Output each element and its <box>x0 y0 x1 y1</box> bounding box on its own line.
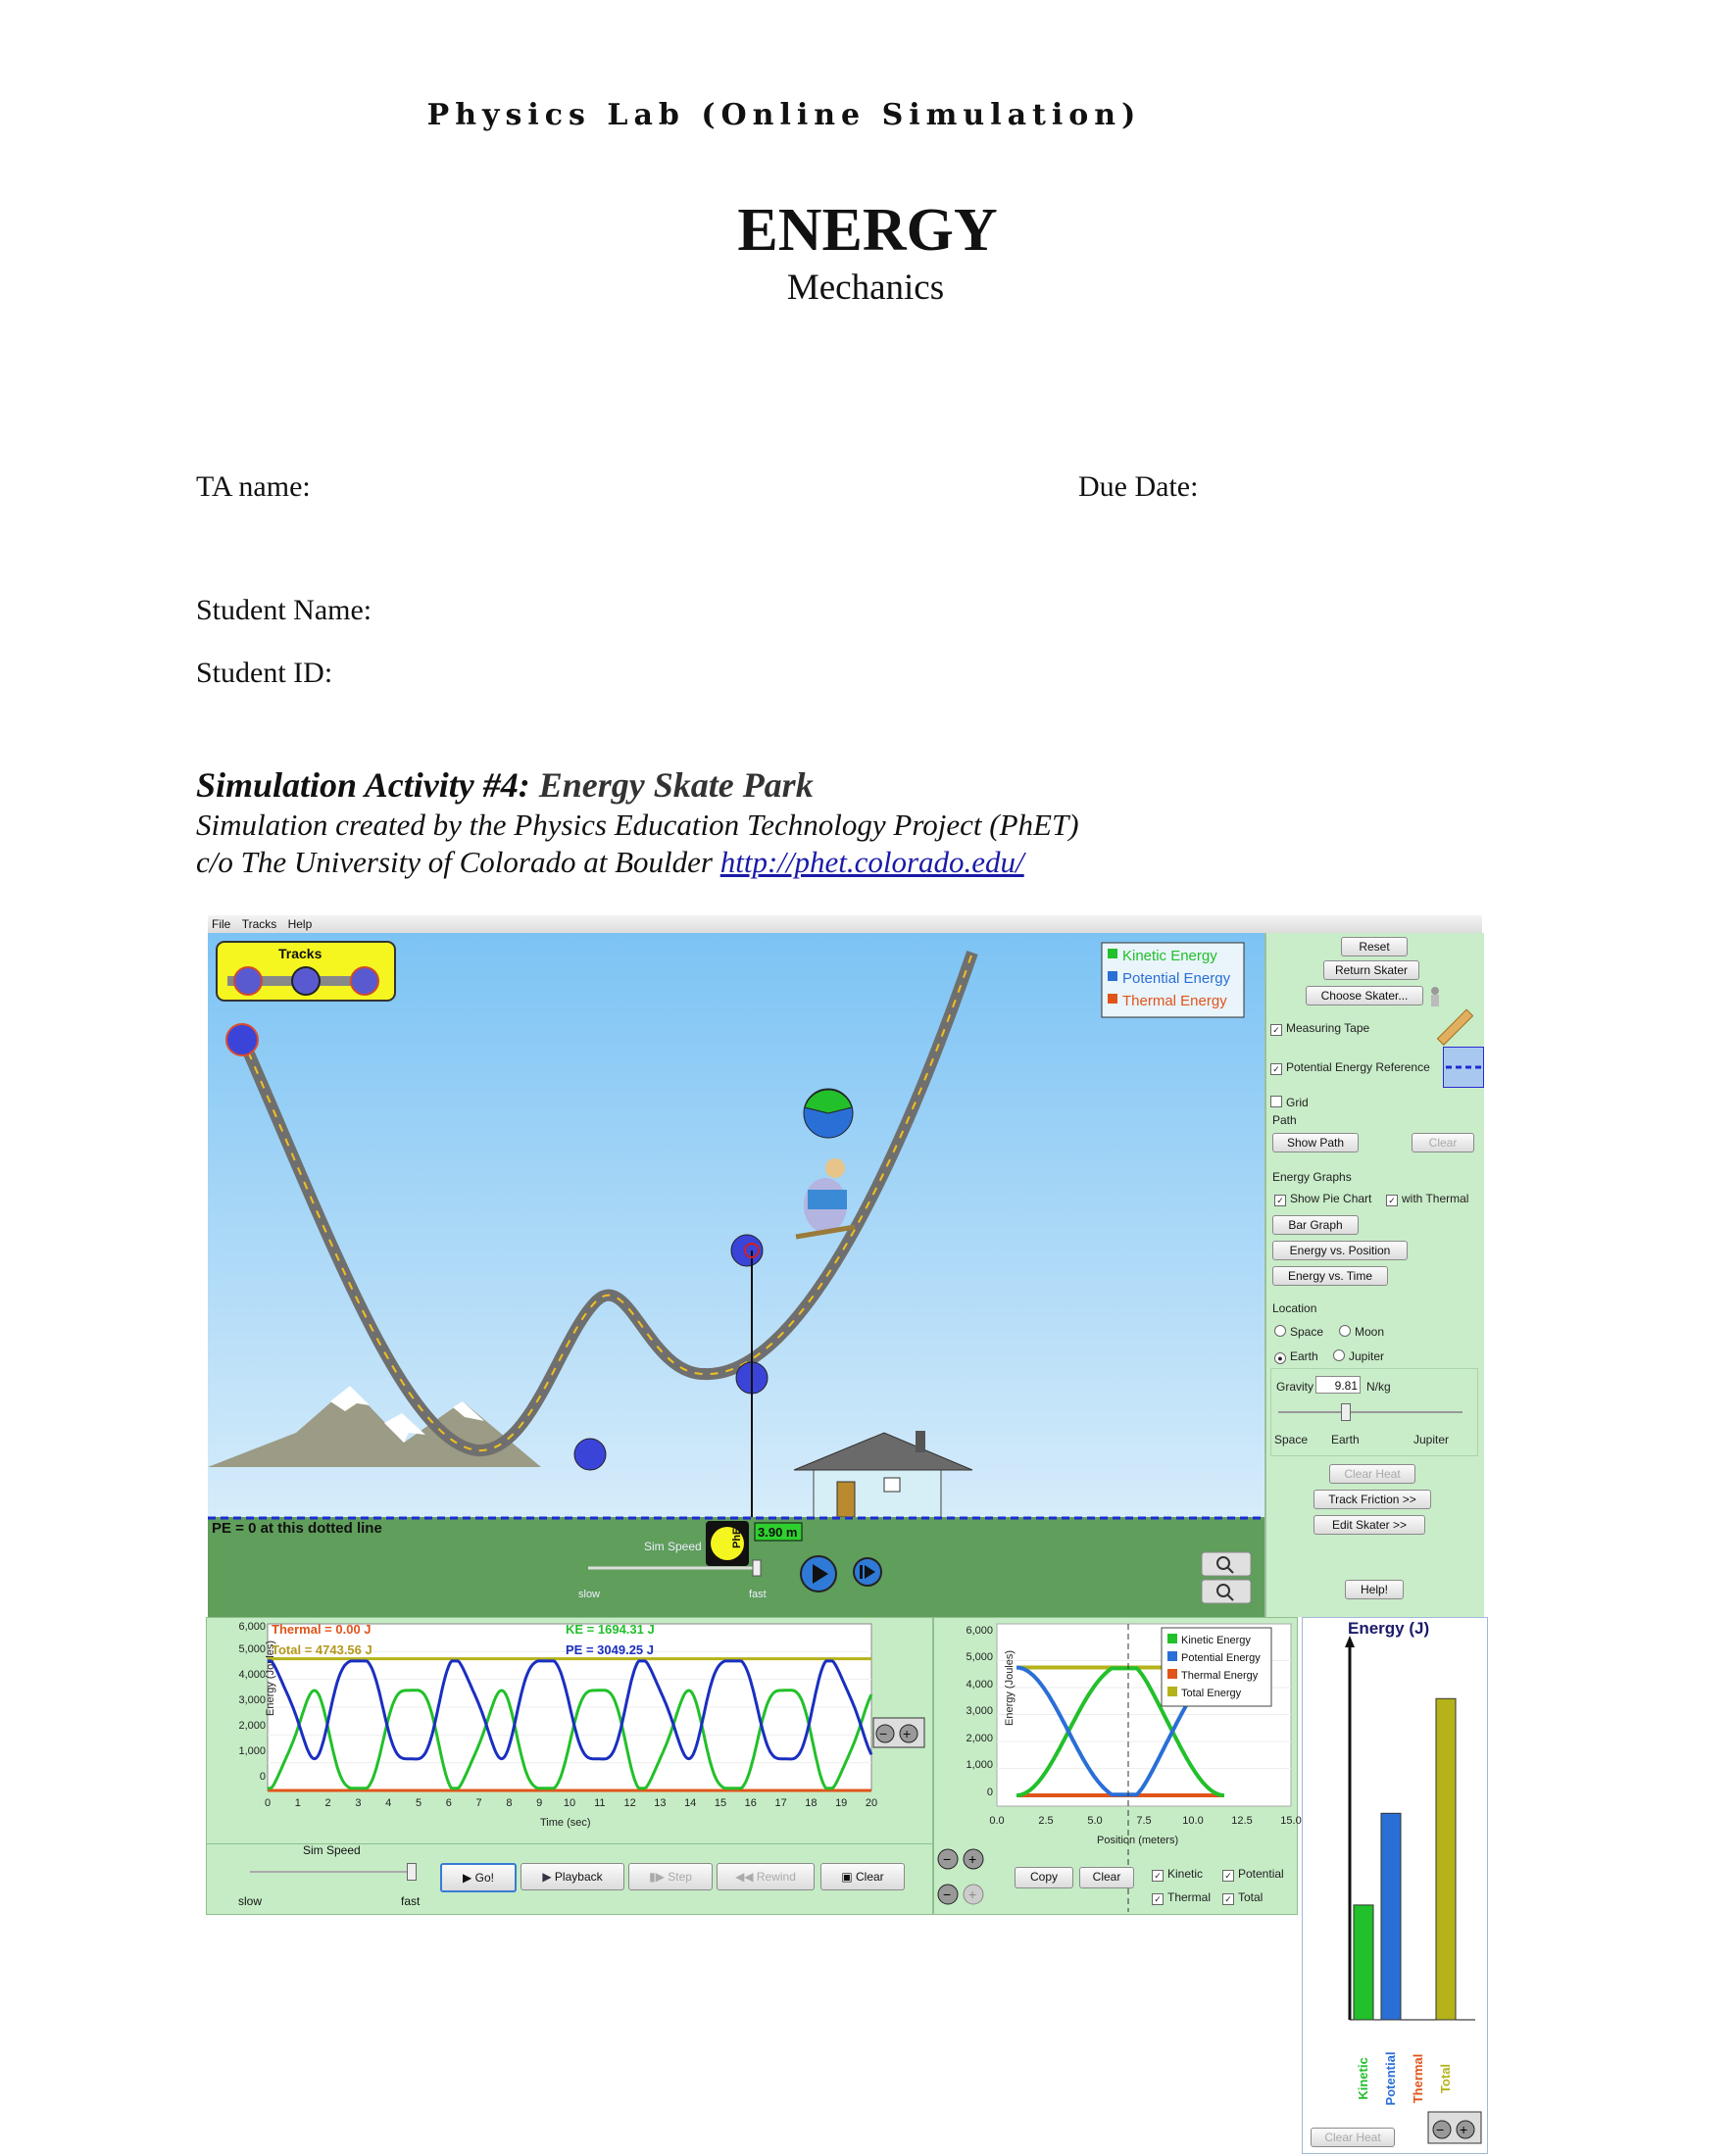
svg-text:2,000: 2,000 <box>966 1733 993 1744</box>
pe-readout: PE = 3049.25 J <box>566 1642 654 1657</box>
page-title: ENERGY <box>737 197 998 264</box>
svg-text:−: − <box>879 1726 888 1741</box>
pe-reference-checkbox[interactable]: ✓ Potential Energy Reference <box>1270 1060 1430 1075</box>
svg-text:2,000: 2,000 <box>238 1720 266 1732</box>
choose-skater-button[interactable]: Choose Skater... <box>1306 986 1423 1005</box>
thermal-checkbox[interactable]: ✓ Thermal <box>1152 1890 1211 1905</box>
svg-text:−: − <box>1436 2122 1445 2137</box>
time-x-tick: 18 <box>805 1797 818 1809</box>
gravity-slider-jupiter: Jupiter <box>1413 1433 1450 1446</box>
time-x-tick: 16 <box>744 1797 757 1809</box>
help-button[interactable]: Help! <box>1345 1580 1404 1599</box>
position-x-tick: 0.0 <box>989 1815 1005 1827</box>
playback-button[interactable]: ▶ Playback <box>520 1863 624 1890</box>
svg-text:Kinetic Energy: Kinetic Energy <box>1181 1635 1251 1646</box>
show-pie-chart-checkbox[interactable]: ✓ Show Pie Chart <box>1274 1192 1371 1206</box>
edit-skater-button[interactable]: Edit Skater >> <box>1314 1515 1425 1535</box>
pe-reference-icon <box>1443 1047 1484 1088</box>
svg-text:4,000: 4,000 <box>238 1669 266 1681</box>
energy-bar-chart <box>1303 1618 1487 2153</box>
gravity-input[interactable]: 9.81 <box>1315 1376 1361 1394</box>
time-x-tick: 17 <box>774 1797 787 1809</box>
position-graph-ylabel: Energy (Joules) <box>1004 1649 1016 1726</box>
activity-title <box>196 764 814 806</box>
position-x-tick: 7.5 <box>1136 1815 1152 1827</box>
step-graph-button[interactable]: ▮▶ Step <box>628 1863 713 1890</box>
energy-graphs-label: Energy Graphs <box>1272 1170 1352 1184</box>
svg-text:−: − <box>943 1851 952 1867</box>
show-path-button[interactable]: Show Path <box>1272 1133 1359 1152</box>
step-button[interactable] <box>854 1558 881 1586</box>
track-friction-button[interactable]: Track Friction >> <box>1314 1490 1431 1509</box>
time-x-tick: 9 <box>536 1797 543 1809</box>
time-x-tick: 13 <box>654 1797 667 1809</box>
position-x-tick: 5.0 <box>1087 1815 1103 1827</box>
ruler-icon <box>1433 1009 1472 1049</box>
svg-text:Kinetic Energy: Kinetic Energy <box>1122 948 1217 964</box>
energy-legend <box>1102 943 1244 1017</box>
step-icon: ▮▶ <box>649 1870 669 1884</box>
menu-tracks[interactable]: Tracks <box>241 917 277 931</box>
clear-heat-button[interactable]: Clear Heat <box>1329 1464 1415 1484</box>
svg-text:−: − <box>943 1886 952 1902</box>
location-space-radio[interactable]: Space <box>1274 1325 1323 1339</box>
svg-text:5,000: 5,000 <box>238 1643 266 1655</box>
time-graph-xlabel: Time (sec) <box>540 1817 591 1829</box>
credit-line-2 <box>196 845 1024 880</box>
position-x-tick: 2.5 <box>1038 1815 1054 1827</box>
time-x-tick: 0 <box>264 1797 272 1809</box>
menu-help[interactable]: Help <box>287 917 313 931</box>
location-earth-radio[interactable]: ● Earth <box>1274 1349 1318 1364</box>
skate-park-play-area[interactable] <box>208 933 1264 1617</box>
time-x-tick: 6 <box>445 1797 452 1809</box>
bar-chart-title: Energy (J) <box>1348 1619 1430 1638</box>
bar-graph-button[interactable]: Bar Graph <box>1272 1215 1359 1235</box>
time-x-tick: 15 <box>714 1797 727 1809</box>
svg-text:+: + <box>968 1886 977 1902</box>
grid-checkbox[interactable]: Grid <box>1270 1096 1309 1109</box>
energy-vs-time-panel <box>206 1617 933 1915</box>
time-sim-speed-thumb[interactable] <box>407 1863 417 1881</box>
position-x-tick: 10.0 <box>1182 1815 1204 1827</box>
time-x-tick: 5 <box>415 1797 422 1809</box>
sim-speed-label: Sim Speed <box>644 1540 702 1553</box>
track-control-point[interactable] <box>226 1024 258 1055</box>
bar-label-total: Total <box>1438 2063 1453 2094</box>
menu-file[interactable]: File <box>212 917 231 931</box>
svg-text:3,000: 3,000 <box>238 1694 266 1706</box>
svg-text:+: + <box>903 1726 912 1741</box>
sim-speed-thumb[interactable] <box>753 1560 761 1576</box>
control-panel <box>1264 933 1484 1617</box>
sim-menubar <box>208 915 1482 933</box>
time-x-tick: 1 <box>294 1797 301 1809</box>
tracks-palette[interactable] <box>217 942 395 1001</box>
go-icon: ▶ <box>463 1871 475 1885</box>
position-zoom-horizontal[interactable] <box>938 1885 983 1904</box>
pe-zero-label: PE = 0 at this dotted line <box>212 1520 382 1537</box>
tape-readout: 3.90 m <box>758 1525 798 1540</box>
svg-text:0: 0 <box>259 1771 266 1783</box>
due-date-label: Due Date: <box>1078 470 1199 503</box>
time-x-tick: 19 <box>835 1797 848 1809</box>
location-label: Location <box>1272 1301 1317 1315</box>
potential-checkbox[interactable]: ✓ Potential <box>1222 1867 1284 1882</box>
bar-clear-heat-button[interactable]: Clear Heat <box>1311 2128 1395 2147</box>
time-clear-button[interactable]: ▣ Clear <box>820 1863 905 1890</box>
lab-title: Physics Lab (Online Simulation) <box>426 98 1142 132</box>
svg-text:1,000: 1,000 <box>966 1759 993 1771</box>
energy-bar-graph-panel <box>1302 1617 1488 2154</box>
ke-readout: KE = 1694.31 J <box>566 1622 655 1637</box>
svg-text:6,000: 6,000 <box>966 1625 993 1637</box>
gravity-slider-space: Space <box>1274 1433 1309 1446</box>
copy-button[interactable]: Copy <box>1015 1867 1073 1888</box>
time-x-tick: 11 <box>594 1797 606 1809</box>
svg-text:4,000: 4,000 <box>966 1679 993 1690</box>
svg-text:Thermal Energy: Thermal Energy <box>1122 993 1227 1009</box>
svg-text:+: + <box>1460 2122 1468 2137</box>
time-x-tick: 4 <box>385 1797 392 1809</box>
svg-text:Tracks: Tracks <box>278 946 322 961</box>
time-graph-zoom-control[interactable] <box>873 1718 924 1747</box>
bar-potential <box>1381 1813 1401 2020</box>
time-fast-label: fast <box>401 1894 421 1908</box>
student-name-label: Student Name: <box>196 594 372 626</box>
gravity-slider-track[interactable] <box>1278 1411 1462 1413</box>
gravity-slider-thumb[interactable] <box>1341 1403 1351 1421</box>
bar-kinetic <box>1354 1905 1373 2020</box>
student-id-label: Student ID: <box>196 657 333 689</box>
time-slow-label: slow <box>238 1894 263 1908</box>
page-subtitle: Mechanics <box>786 268 945 308</box>
credit-university: c/o The University of Colorado at Boulder <box>196 845 713 879</box>
location-moon-radio[interactable]: Moon <box>1339 1325 1384 1339</box>
rewind-icon: ◀◀ <box>735 1870 757 1884</box>
svg-text:fast: fast <box>749 1589 767 1600</box>
bar-total <box>1436 1698 1456 2020</box>
time-x-tick: 12 <box>623 1797 636 1809</box>
position-x-tick: 12.5 <box>1231 1815 1253 1827</box>
svg-text:5,000: 5,000 <box>966 1651 993 1663</box>
time-x-tick: 20 <box>865 1797 878 1809</box>
bar-zoom-control[interactable] <box>1428 2112 1481 2143</box>
phet-link[interactable]: http://phet.colorado.edu/ <box>719 845 1024 879</box>
thermal-readout: Thermal = 0.00 J <box>272 1622 372 1637</box>
time-x-tick: 8 <box>506 1797 513 1809</box>
svg-text:6,000: 6,000 <box>238 1621 266 1633</box>
total-readout: Total = 4743.56 J <box>272 1642 372 1657</box>
total-checkbox[interactable]: ✓ Total <box>1222 1890 1263 1905</box>
position-clear-button[interactable]: Clear <box>1079 1867 1134 1888</box>
credit-line-1: Simulation created by the Physics Education Technology Project (PhET) <box>196 808 1079 842</box>
position-zoom-vertical[interactable] <box>938 1849 983 1869</box>
bar-label-potential: Potential <box>1383 2051 1398 2106</box>
with-thermal-checkbox[interactable]: ✓ with Thermal <box>1386 1192 1468 1206</box>
energy-time-graph <box>207 1618 932 1843</box>
time-x-tick: 3 <box>355 1797 362 1809</box>
path-clear-button[interactable]: Clear <box>1412 1133 1474 1152</box>
energy-vs-position-button[interactable]: Energy vs. Position <box>1272 1241 1408 1260</box>
svg-text:Potential Energy: Potential Energy <box>1181 1652 1261 1664</box>
position-graph-legend <box>1162 1628 1271 1706</box>
position-x-tick: 15.0 <box>1280 1815 1302 1827</box>
rewind-button[interactable]: ◀◀ Rewind <box>717 1863 815 1890</box>
time-x-tick: 10 <box>563 1797 576 1809</box>
time-sim-speed-track[interactable] <box>250 1871 415 1873</box>
svg-text:slow: slow <box>578 1589 601 1600</box>
svg-text:Total Energy: Total Energy <box>1181 1688 1242 1699</box>
gravity-slider-earth: Earth <box>1331 1433 1360 1446</box>
energy-pie-chart <box>804 1089 853 1138</box>
position-graph-xlabel: Position (meters) <box>1097 1835 1179 1846</box>
location-jupiter-radio[interactable]: Jupiter <box>1333 1349 1384 1363</box>
measuring-tape-checkbox[interactable]: ✓ Measuring Tape <box>1270 1021 1369 1036</box>
svg-text:3,000: 3,000 <box>966 1705 993 1717</box>
go-button[interactable]: ▶ Go! <box>440 1863 517 1892</box>
svg-text:Potential Energy: Potential Energy <box>1122 970 1231 987</box>
activity-title-name: Energy Skate Park <box>538 765 814 805</box>
svg-text:0: 0 <box>986 1787 993 1798</box>
gravity-label: Gravity <box>1276 1380 1314 1394</box>
return-skater-button[interactable]: Return Skater <box>1323 960 1419 980</box>
svg-text:+: + <box>968 1851 977 1867</box>
time-graph-ylabel: Energy (Joules) <box>265 1640 276 1716</box>
path-section-label: Path <box>1272 1113 1297 1127</box>
reset-button[interactable]: Reset <box>1341 937 1408 956</box>
activity-title-prefix: Simulation Activity #4: <box>196 765 530 805</box>
gravity-unit: N/kg <box>1366 1380 1391 1394</box>
clear-icon: ▣ <box>841 1870 856 1884</box>
time-x-tick: 14 <box>684 1797 697 1809</box>
energy-vs-position-panel <box>933 1617 1302 1915</box>
track-control-point[interactable] <box>574 1439 606 1470</box>
zoom-out-button[interactable] <box>1202 1580 1251 1603</box>
svg-text:PhET: PhET <box>731 1520 743 1548</box>
svg-text:Thermal Energy: Thermal Energy <box>1181 1670 1259 1682</box>
playback-icon: ▶ <box>542 1870 555 1884</box>
zoom-in-button[interactable] <box>1202 1552 1251 1576</box>
time-x-tick: 2 <box>324 1797 331 1809</box>
bar-label-thermal: Thermal <box>1411 2053 1425 2104</box>
play-button[interactable] <box>801 1556 836 1592</box>
ta-name-label: TA name: <box>196 470 311 503</box>
skater-icon <box>1427 986 1443 1007</box>
time-x-tick: 7 <box>475 1797 482 1809</box>
bar-label-kinetic: Kinetic <box>1356 2057 1370 2100</box>
time-sim-speed-label: Sim Speed <box>303 1843 361 1857</box>
kinetic-checkbox[interactable]: ✓ Kinetic <box>1152 1867 1203 1882</box>
svg-text:1,000: 1,000 <box>238 1745 266 1757</box>
energy-vs-time-button[interactable]: Energy vs. Time <box>1272 1266 1388 1286</box>
